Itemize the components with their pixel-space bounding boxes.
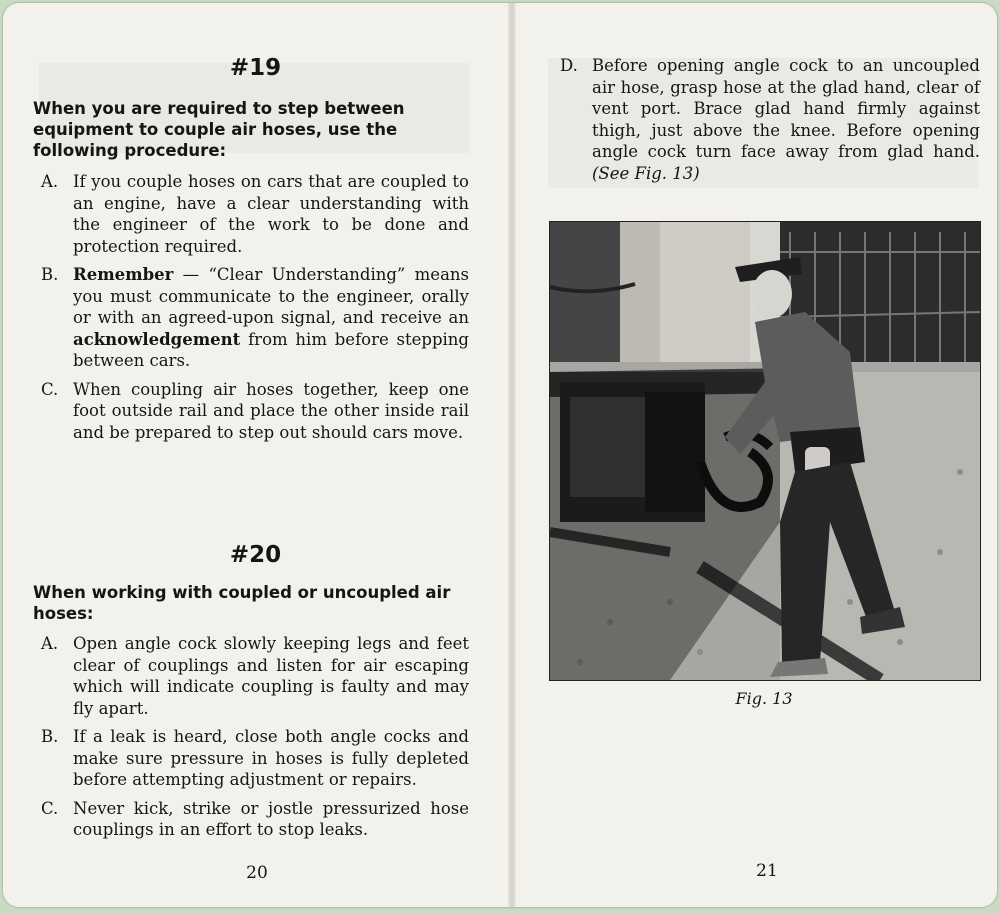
- rule-20-number: #20: [229, 542, 282, 568]
- worker-coupling-air-hose-image: [550, 222, 980, 680]
- item-text: If you couple hoses on cars that are coupled to an engine, have a clear understanding with the engineer of the work to be done and protection required.: [73, 172, 469, 256]
- rule-19-item-a: [41, 171, 469, 257]
- page-number-21: 21: [756, 861, 778, 881]
- fig-13-photo: [549, 221, 981, 681]
- rule-20-item-c: [41, 798, 469, 841]
- rule-19-heading: When you are required to step between equipment to couple air hoses, use the following procedure:: [33, 99, 405, 160]
- page-number-20: 20: [246, 863, 268, 883]
- figure-reference: (See Fig. 13): [592, 163, 700, 183]
- spine: [508, 3, 516, 907]
- rule-19-item-b: [41, 264, 469, 372]
- figure-caption: Fig. 13: [735, 689, 793, 708]
- rule-19-number: #19: [229, 55, 282, 81]
- rule-20-item-b: [41, 726, 469, 791]
- item-text: Never kick, strike or jostle pressurized hose couplings in an effort to stop leaks.: [73, 798, 469, 839]
- item-text: Open angle cock slowly keeping legs and feet clear of couplings and listen for air escaping which will indicate coupling is faulty and may fly apart.: [73, 634, 469, 718]
- page-20: [3, 3, 508, 907]
- item-text: [73, 264, 469, 372]
- item-text-part: — “Clear Understanding” means you must communicate to the engineer, orally or with an agreed-upon signal, and receive an: [73, 265, 469, 327]
- item-letter: C.: [41, 379, 59, 399]
- rule-19-item-c: [41, 379, 469, 444]
- item-text-part: Before opening angle cock to an uncoupled air hose, grasp hose at the glad hand, clear of vent port. Brace glad hand firmly against thigh, just above the knee. Before opening angle cock turn face away from glad hand.: [592, 56, 980, 161]
- rule-20-item-a: [41, 633, 469, 719]
- rule-20-items: [41, 633, 469, 848]
- rule-19-item-d: [560, 55, 980, 184]
- item-text: [592, 55, 980, 184]
- item-text: When coupling air hoses together, keep one foot outside rail and place the other inside rail and be prepared to step out should cars move.: [73, 379, 469, 442]
- item-letter: B.: [41, 727, 59, 746]
- item-text-part: from him before stepping between cars.: [73, 329, 469, 370]
- rule-19-continued: [560, 55, 980, 191]
- item-text: If a leak is heard, close both angle cocks and make sure pressure in hoses is fully depleted before attempting adjustment or repairs.: [73, 727, 469, 789]
- item-letter: A.: [41, 172, 59, 191]
- item-letter: C.: [41, 798, 59, 818]
- item-letter: D.: [560, 56, 578, 75]
- page-21: [516, 3, 997, 907]
- item-letter: B.: [41, 265, 59, 284]
- item-letter: A.: [41, 634, 59, 653]
- booklet-spread: [3, 3, 997, 907]
- rule-20-heading: When working with coupled or uncoupled air hoses:: [33, 583, 451, 623]
- acknowledgement-term: acknowledgement: [73, 329, 241, 349]
- rule-19-items: [41, 171, 469, 450]
- remember-label: Remember: [73, 265, 174, 284]
